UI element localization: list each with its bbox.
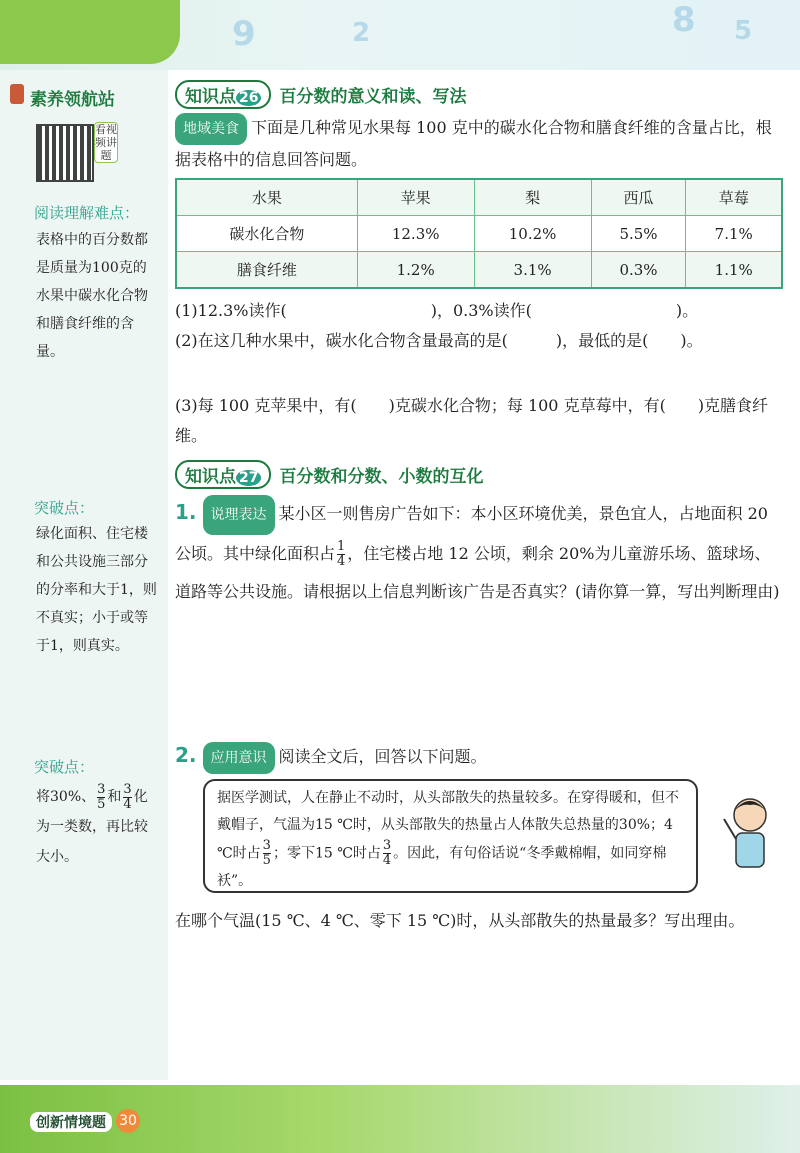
question-1: (1)12.3%读作( )，0.3%读作( )。 [175,301,699,320]
header-leaf-illustration [0,0,180,64]
kp-badge [175,80,271,109]
fraction [263,839,271,868]
denominator: 4 [337,554,346,569]
kp-title: 百分数和分数、小数的互化 [279,467,484,487]
nutrition-table [175,178,783,289]
topic-tag: 应用意识 [203,742,275,774]
text-segment: 将30%、 [36,789,96,805]
sidebar-head-breakthrough: 突破点： [34,499,95,517]
sidebar-head-breakthrough-2: 突破点： [34,758,95,776]
denominator: 5 [97,796,106,812]
knowledge-point-27 [175,460,483,489]
bubble-text: 。因此，有句俗话说“冬季戴棉帽，如同穿棉袄”。 [217,845,667,889]
numerator: 3 [382,838,392,853]
lighthouse-icon [10,84,24,104]
knowledge-point-26 [175,80,466,109]
table-header: 苹果 [357,179,474,216]
deco-digit: 9 [232,14,256,54]
sidebar-text-breakthrough: 绿化面积、住宅楼和公共设施三部分的分率和大于1，则不真实；小于或等于1，则真实。 [36,526,157,654]
problem-number: 2. [175,743,197,767]
problem-text: ，住宅楼占地 12 公顷，剩余 20%为儿童游乐场、篮球场、道路等公共设施。请根据以上信息判断该广告是否真实？(请你算一算，写出判断理由) [175,544,780,601]
intro-paragraph [175,113,785,175]
table-header-row [176,179,782,216]
table-header: 西瓜 [591,179,686,216]
sidebar-head-reading: 阅读理解难点： [34,204,140,222]
kp-badge [175,460,271,489]
topic-tag: 地域美食 [175,113,247,145]
table-header: 草莓 [686,179,782,216]
qr-label[interactable]: 看视频讲题 [95,123,117,162]
table-header: 水果 [176,179,357,216]
kp-number: 26 [236,90,261,106]
sidebar-text-breakthrough-2 [36,782,160,872]
table-cell: 碳水化合物 [176,216,357,252]
page-number: 30 [116,1109,140,1133]
table-cell: 膳食纤维 [176,252,357,289]
boy-illustration [722,795,778,875]
table-cell: 3.1% [474,252,591,289]
table-cell: 12.3% [357,216,474,252]
text-segment: 化为一类数，再比较大小。 [36,789,148,865]
table-cell: 5.5% [591,216,686,252]
header-banner [0,0,800,70]
problem-text: 某小区一则售房广告如下：本小区环境优美，景色宜人，占地面积 20 公顷。其中绿化面积占 [175,504,768,563]
qr-code-icon[interactable] [36,124,94,182]
deco-digit: 8 [672,0,696,40]
topic-tag: 说理表达 [203,495,275,535]
denominator: 4 [123,796,132,812]
question-2: (2)在这几种水果中，碳水化合物含量最高的是( )，最低的是( )。 [175,331,703,350]
sidebar-title: 素养领航站 [30,90,115,110]
problem-number: 1. [175,500,197,524]
bubble-text: ；零下15 ℃时占 [272,845,381,862]
speech-bubble [203,779,698,893]
table-row [176,252,782,289]
numerator: 3 [123,781,132,797]
text-segment: 和 [107,789,122,805]
table-cell: 1.2% [357,252,474,289]
table-cell: 0.3% [591,252,686,289]
fraction [383,839,391,868]
denominator: 4 [382,853,392,868]
table-cell: 1.1% [686,252,782,289]
table-cell: 7.1% [686,216,782,252]
numerator: 1 [337,539,346,554]
question-3: (3)每 100 克苹果中，有( )克碳水化合物；每 100 克草莓中，有( )克膳食纤维。 [175,396,769,445]
kp-label: 知识点 [185,467,236,487]
kp-number: 27 [236,470,261,486]
numerator: 3 [97,781,106,797]
bubble-text: 据医学测试，人在静止不动时，从头部散失的热量较多。在穿得暖和，但不戴帽子，气温为15 ℃时，从头部散失的热量占人体散失总热量的30%；4 ℃时占 [217,790,679,862]
intro-text: 下面是几种常见水果每 100 克中的碳水化合物和膳食纤维的含量占比，根据表格中的信息回答问题。 [175,118,772,169]
problem-1 [175,493,785,611]
fraction [123,783,131,812]
deco-digit: 5 [734,16,753,46]
table-header: 梨 [474,179,591,216]
problem-text: 阅读全文后，回答以下问题。 [278,747,487,766]
problem-2 [175,740,785,774]
deco-digit: 2 [352,18,371,48]
denominator: 5 [262,853,271,868]
fraction [97,783,105,812]
sidebar-text-reading: 表格中的百分数都是质量为100克的水果中碳水化合物和膳食纤维的含量。 [36,232,148,360]
fraction [337,540,345,569]
kp-title: 百分数的意义和读、写法 [279,87,467,107]
footer-label: 创新情境题 [30,1112,112,1132]
table-row [176,216,782,252]
problem-2-question: 在哪个气温(15 ℃、4 ℃、零下 15 ℃)时，从头部散失的热量最多？写出理由。 [175,911,745,930]
table-cell: 10.2% [474,216,591,252]
numerator: 3 [262,838,271,853]
kp-label: 知识点 [185,87,236,107]
